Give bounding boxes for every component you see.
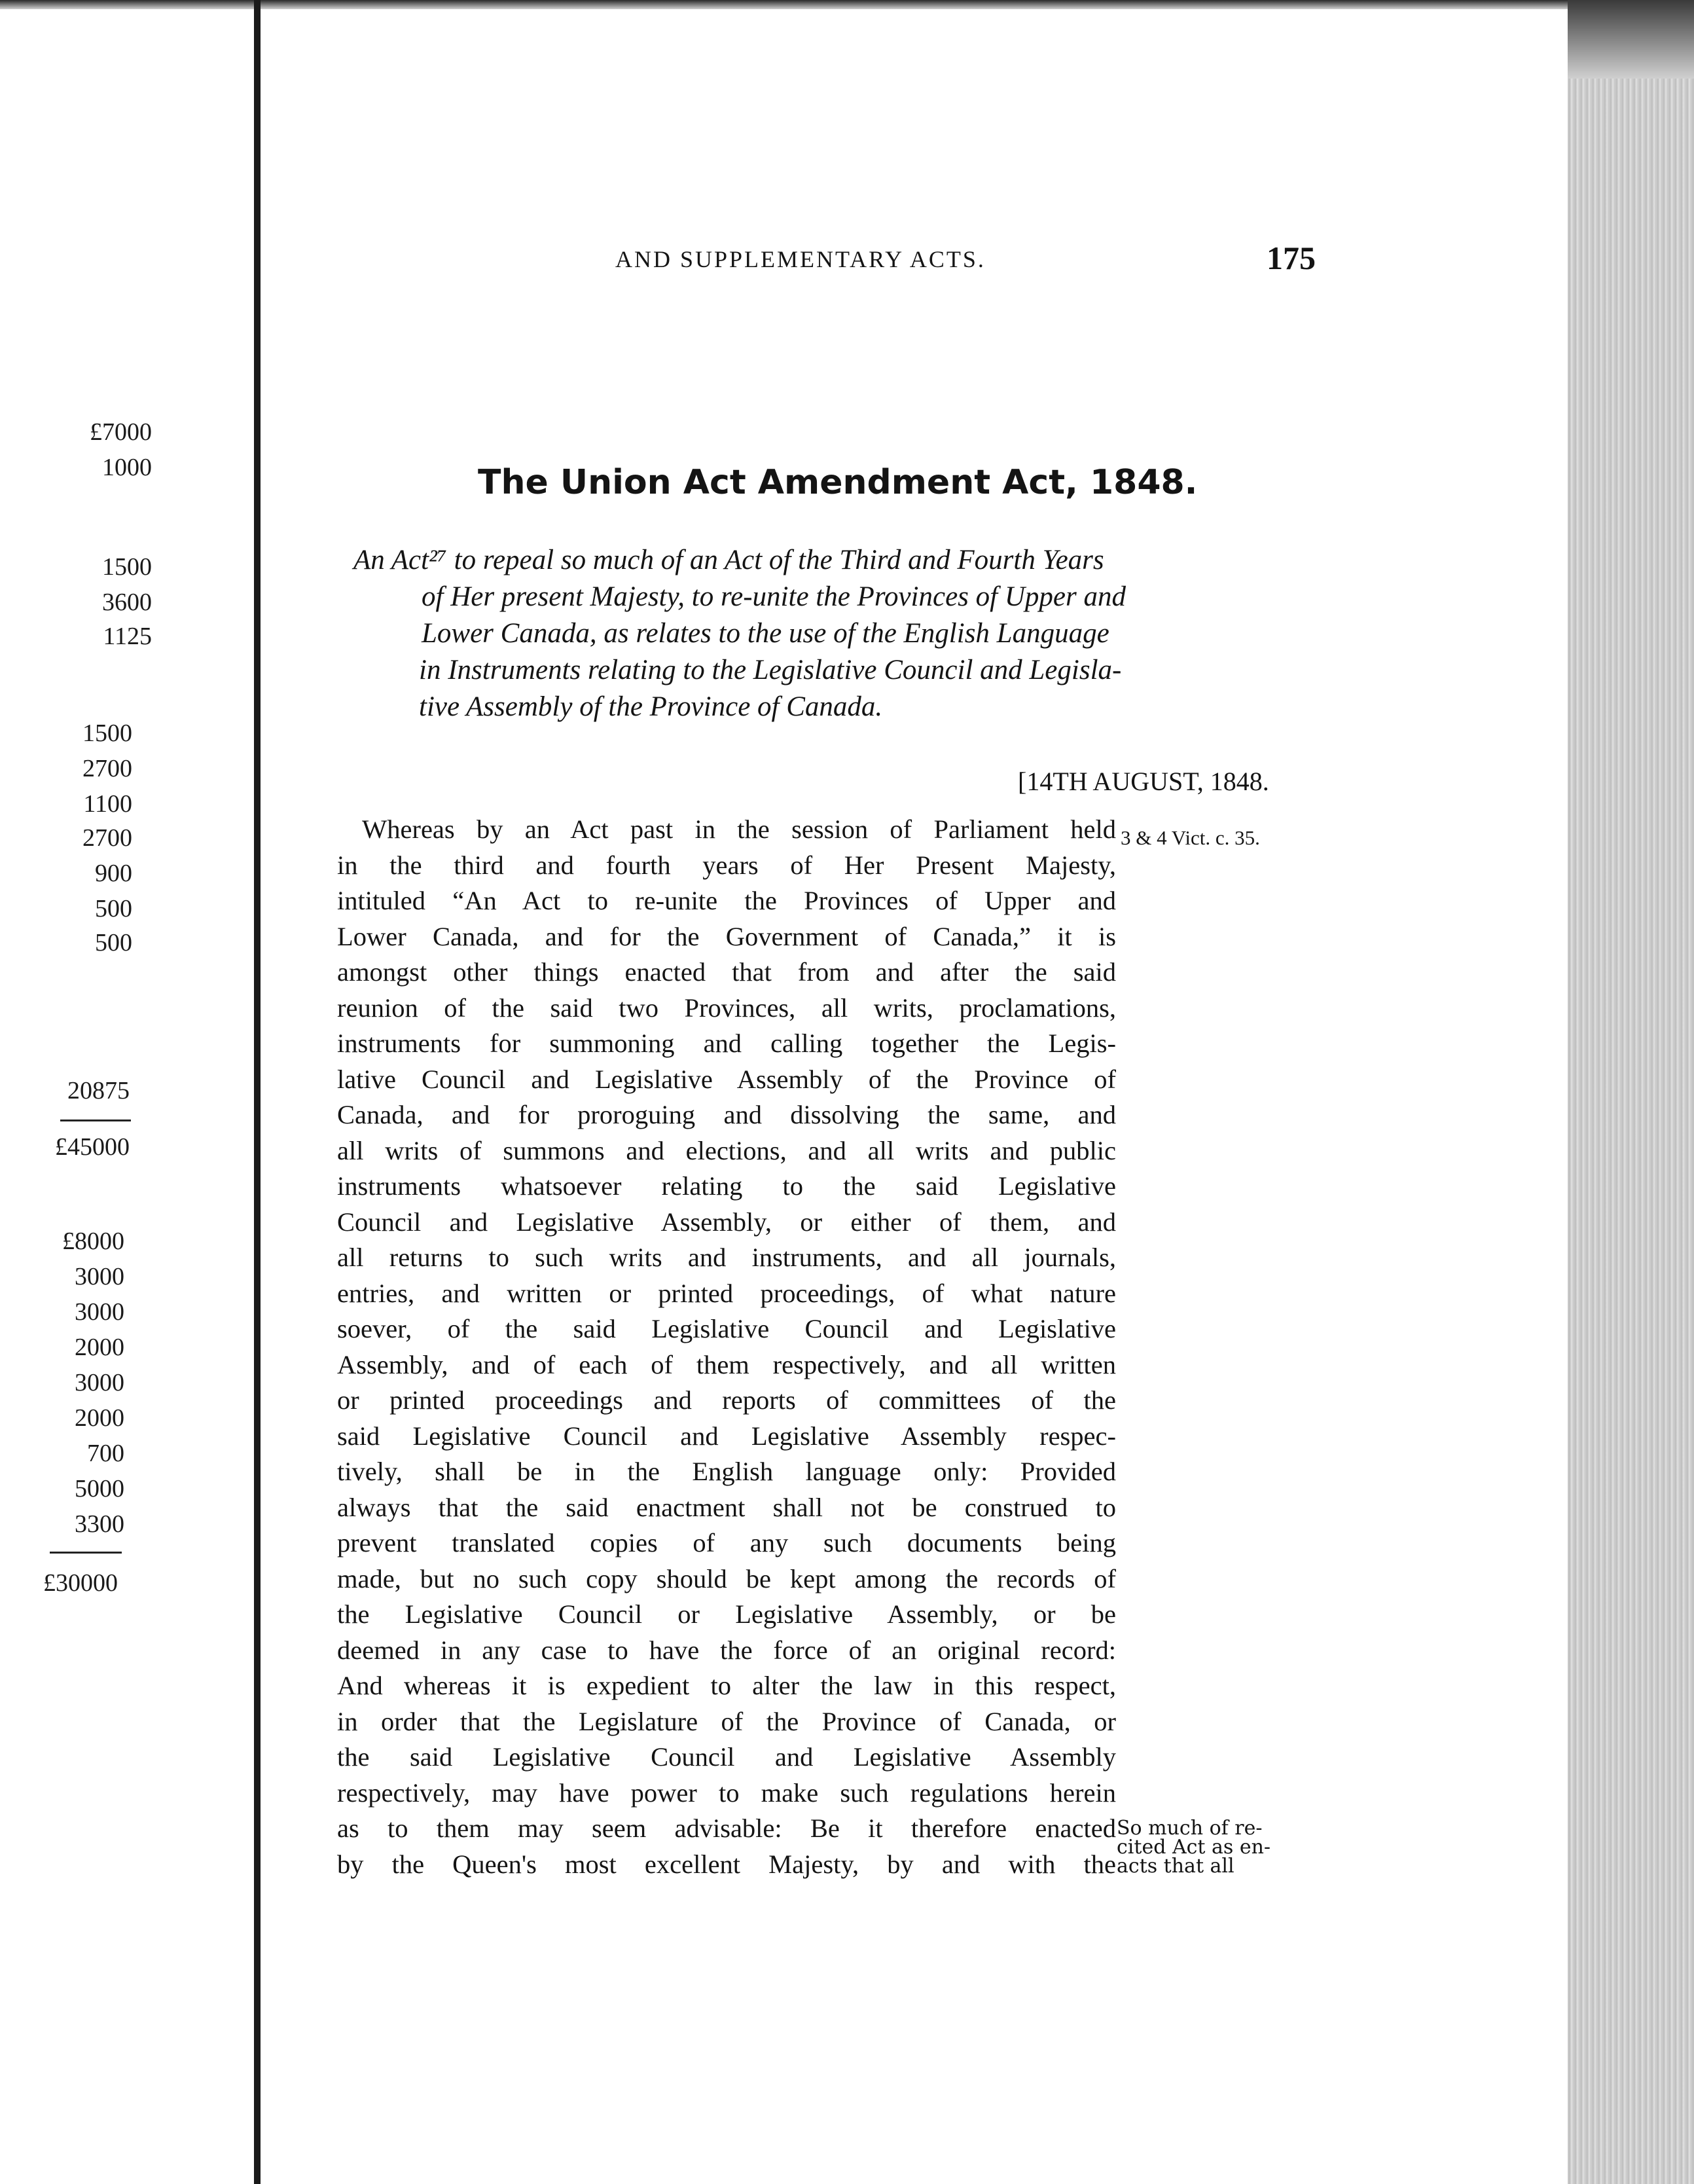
figure: 1100 xyxy=(83,790,132,818)
running-header xyxy=(615,239,1316,285)
figure: 3600 xyxy=(102,589,152,616)
book-gutter xyxy=(254,0,261,2184)
body-line: respectively, may have power to make such regulations herein xyxy=(337,1777,1116,1808)
figure: £7000 xyxy=(90,418,152,446)
figure: 1000 xyxy=(102,454,152,481)
long-title-line: tive Assembly of the Province of Canada. xyxy=(419,691,883,722)
figure: 3000 xyxy=(75,1369,124,1396)
figure: 3000 xyxy=(75,1263,124,1290)
figure: 1125 xyxy=(103,623,152,650)
body-line: made, but no such copy should be kept among the records of xyxy=(337,1563,1116,1593)
body-line: tively, shall be in the English language only: Provided xyxy=(337,1457,1116,1486)
figure: 2000 xyxy=(75,1404,124,1432)
body-text xyxy=(337,812,1116,1882)
act-title: The Union Act Amendment Act, 1848. xyxy=(478,463,1198,502)
figure: 1500 xyxy=(82,719,132,747)
body-line: all returns to such writs and instruments, and all journals, xyxy=(337,1243,1116,1272)
body-line: always that the said enactment shall not be construed to xyxy=(337,1492,1116,1522)
body-line: soever, of the said Legislative Council and Legislative xyxy=(337,1314,1116,1343)
sum-rule xyxy=(60,1119,131,1121)
body-line: And whereas it is expedient to alter the law in this respect, xyxy=(337,1671,1116,1700)
marginal-citation: 3 & 4 Vict. c. 35. xyxy=(1121,826,1260,849)
body-line: or printed proceedings and reports of committees of the xyxy=(337,1385,1116,1415)
body-line: said Legislative Council and Legislative Assembly respec- xyxy=(337,1421,1116,1451)
body-line: as to them may seem advisable: Be it therefore enacted xyxy=(337,1813,1116,1843)
assent-date: [14TH AUGUST, 1848. xyxy=(1018,767,1269,796)
figure: 2000 xyxy=(75,1334,124,1361)
marginal-section-note xyxy=(1117,1819,1307,1876)
body-line: deemed in any case to have the force of an original record: xyxy=(337,1635,1116,1665)
body-line: entries, and written or printed proceedings, of what nature xyxy=(337,1278,1116,1308)
body-line: the Legislative Council or Legislative Assembly, or be xyxy=(337,1599,1116,1629)
figure: 900 xyxy=(95,860,132,887)
body-line: Canada, and for proroguing and dissolving the same, and xyxy=(337,1100,1116,1129)
figure: 500 xyxy=(95,929,132,956)
body-line: in the third and fourth years of Her Present Majesty, xyxy=(337,850,1116,880)
long-title-line: of Her present Majesty, to re-unite the Provinces of Upper and xyxy=(422,581,1126,612)
body-line: amongst other things enacted that from and after the said xyxy=(337,957,1116,987)
marginal-note-line: So much of re- xyxy=(1117,1817,1263,1840)
body-line: Assembly, and of each of them respectively, and all written xyxy=(337,1349,1116,1379)
long-title xyxy=(353,542,1316,725)
figure: 5000 xyxy=(75,1475,124,1502)
body-line: all writs of summons and elections, and all writs and public xyxy=(337,1135,1116,1165)
page-number: 175 xyxy=(1267,240,1316,276)
marginal-note-line: cited Act as en- xyxy=(1117,1836,1271,1859)
figure: 700 xyxy=(87,1440,124,1467)
page-edge-top-shadow xyxy=(1568,0,1694,79)
body-line: by the Queen's most excellent Majesty, by and with the xyxy=(337,1849,1116,1879)
body-line: prevent translated copies of any such documents being xyxy=(337,1528,1116,1557)
sum-rule xyxy=(50,1552,122,1554)
body-line: instruments for summoning and calling together the Legis- xyxy=(337,1028,1116,1058)
body-line: reunion of the said two Provinces, all writs, proclamations, xyxy=(337,992,1116,1023)
figure: 3300 xyxy=(75,1510,124,1538)
long-title-line: An Act²⁷ to repeal so much of an Act of the Third and Fourth Years xyxy=(353,545,1104,575)
body-line: lative Council and Legislative Assembly of the Province of xyxy=(337,1064,1116,1094)
facing-page-figures xyxy=(0,0,249,2184)
page-stack-edge xyxy=(1568,79,1694,2184)
body-line: the said Legislative Council and Legislative Assembly xyxy=(337,1742,1116,1772)
figure: 500 xyxy=(95,895,132,922)
marginal-note-line: acts that all xyxy=(1117,1855,1234,1878)
body-line: intituled “An Act to re-unite the Provinces of Upper and xyxy=(337,886,1116,915)
figure: 2700 xyxy=(82,755,132,782)
body-line: Lower Canada, and for the Government of Canada,” it is xyxy=(337,921,1116,951)
body-line: Council and Legislative Assembly, or either of them, and xyxy=(337,1207,1116,1237)
long-title-line: Lower Canada, as relates to the use of the English Language xyxy=(422,618,1109,649)
body-line: instruments whatsoever relating to the said Legislative xyxy=(337,1171,1116,1201)
running-head: AND SUPPLEMENTARY ACTS. xyxy=(615,246,986,272)
figure: 20875 xyxy=(67,1077,130,1104)
long-title-line: in Instruments relating to the Legislative Council and Legisla- xyxy=(419,655,1122,685)
figure: £8000 xyxy=(62,1228,124,1255)
body-line: Whereas by an Act past in the session of Parliament held xyxy=(362,814,1116,844)
figure: 1500 xyxy=(102,553,152,581)
body-line: in order that the Legislature of the Province of Canada, or xyxy=(337,1706,1116,1736)
figure: £30000 xyxy=(43,1569,118,1597)
figure: £45000 xyxy=(55,1133,130,1161)
figure: 2700 xyxy=(82,824,132,852)
figure: 3000 xyxy=(75,1298,124,1326)
